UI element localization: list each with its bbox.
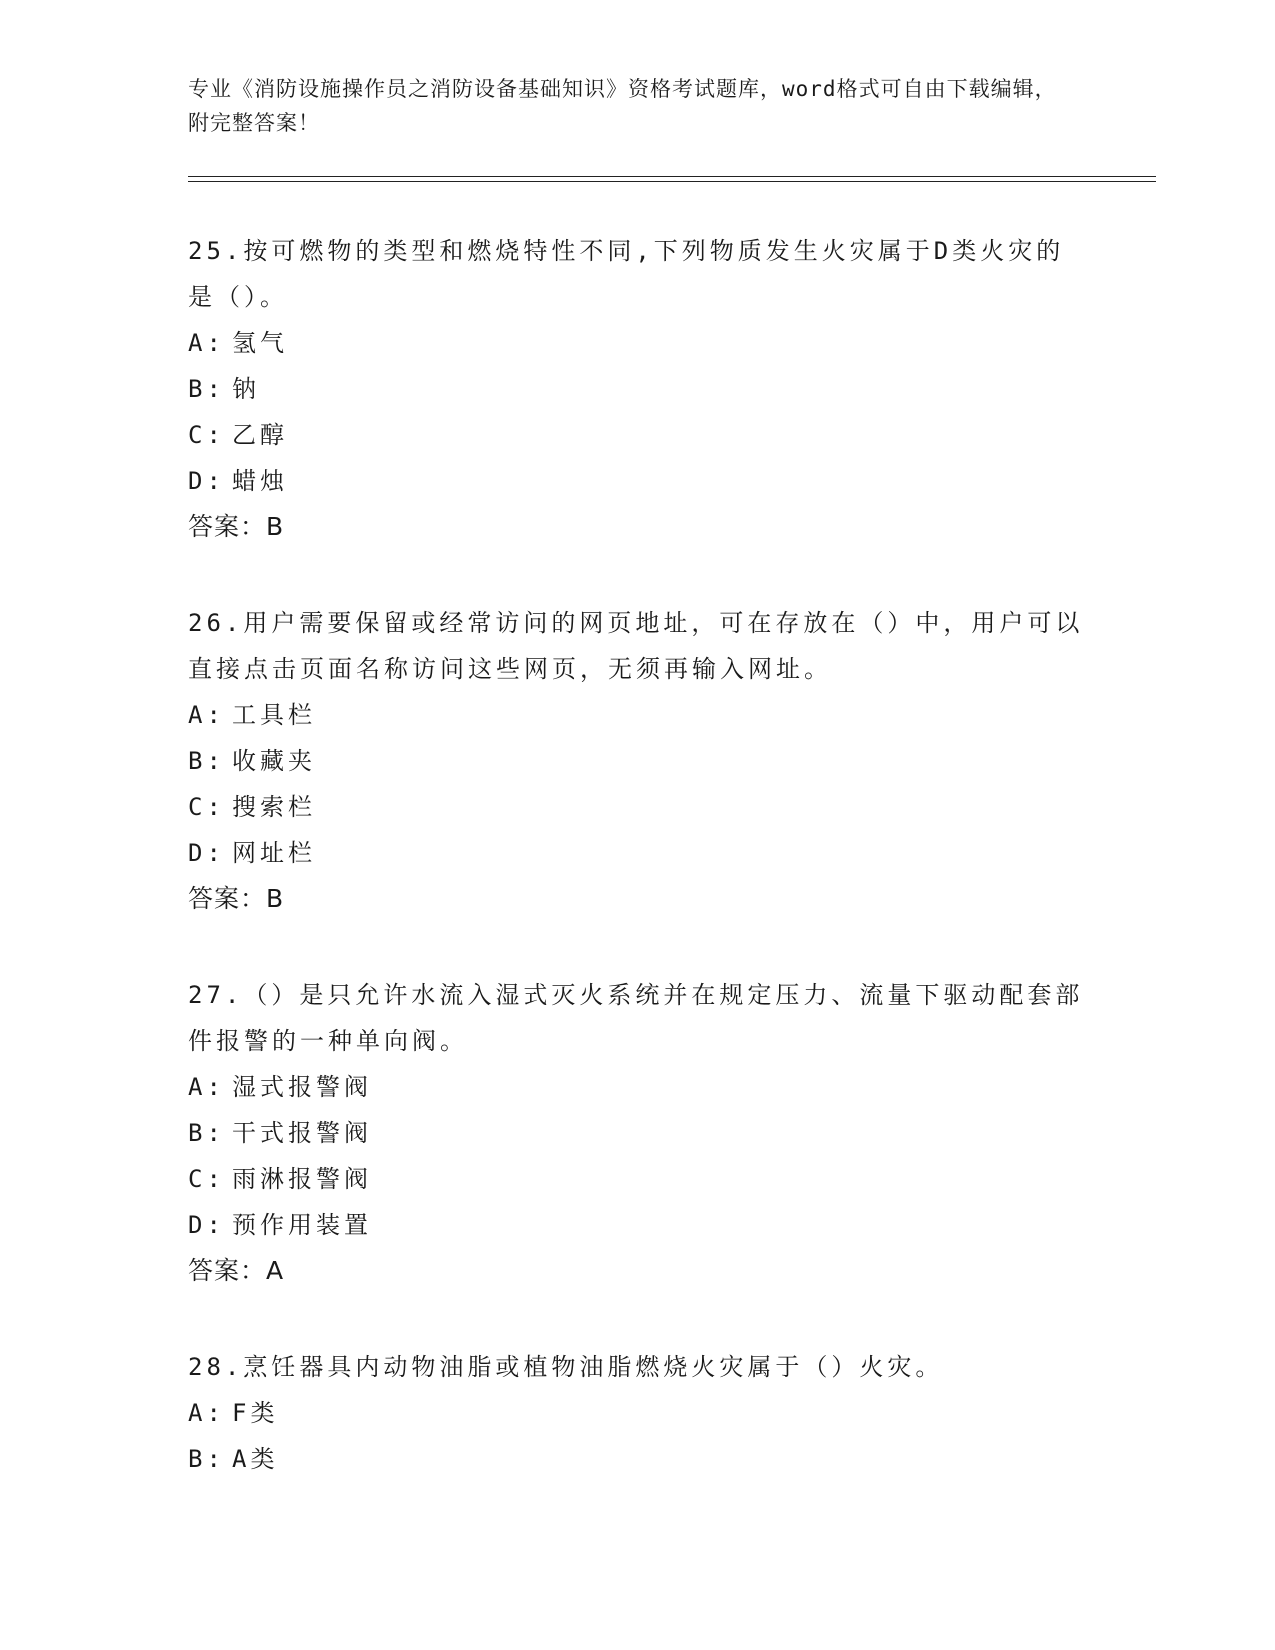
option-d [188,830,1088,876]
option-c [188,1156,1088,1202]
option-text: 乙醇 [232,421,288,449]
answer-line: 答案：B [188,884,285,913]
option-text: 网址栏 [232,839,316,867]
option-letter: D: [188,839,225,867]
option-b [188,1110,1088,1156]
option-text: F类 [232,1399,279,1427]
question-stem: 25.按可燃物的类型和燃烧特性不同,下列物质发生火灾属于D类火灾的是（）。 [188,237,1065,311]
option-d [188,1202,1088,1248]
question-28 [188,1344,1088,1482]
question-26 [188,600,1088,922]
option-text: 钠 [232,375,260,403]
option-letter: A: [188,1073,225,1101]
option-letter: D: [188,1211,225,1239]
option-letter: A: [188,329,225,357]
option-text: 收藏夹 [232,747,316,775]
option-letter: A: [188,1399,225,1427]
option-c [188,412,1088,458]
option-b [188,1436,1088,1482]
option-text: 干式报警阀 [232,1119,372,1147]
option-letter: C: [188,793,225,821]
option-text: 氢气 [232,329,288,357]
option-letter: B: [188,1445,225,1473]
option-text: 预作用装置 [232,1211,372,1239]
question-list [188,228,1088,1532]
question-stem: 26.用户需要保留或经常访问的网页地址，可在存放在（）中，用户可以直接点击页面名称访问这些网页，无须再输入网址。 [188,609,1084,683]
option-letter: A: [188,701,225,729]
option-text: 湿式报警阀 [232,1073,372,1101]
answer-line: 答案：B [188,512,285,541]
header-divider-bottom [188,181,1156,182]
option-letter: B: [188,747,225,775]
question-stem: 27.（）是只允许水流入湿式灭火系统并在规定压力、流量下驱动配套部件报警的一种单向阀。 [188,981,1084,1055]
option-a [188,692,1088,738]
option-letter: B: [188,375,225,403]
option-text: A类 [232,1445,279,1473]
option-c [188,784,1088,830]
question-27 [188,972,1088,1294]
question-25 [188,228,1088,550]
option-text: 工具栏 [232,701,316,729]
header-note: 专业《消防设施操作员之消防设备基础知识》资格考试题库，word格式可自由下载编辑，附完整答案！ [188,77,1057,135]
option-letter: C: [188,421,225,449]
option-a [188,320,1088,366]
option-b [188,366,1088,412]
option-letter: C: [188,1165,225,1193]
option-a [188,1390,1088,1436]
option-d [188,458,1088,504]
question-stem: 28.烹饪器具内动物油脂或植物油脂燃烧火灾属于（）火灾。 [188,1353,944,1381]
header-divider-top [188,176,1156,177]
option-text: 蜡烛 [232,467,288,495]
option-text: 搜索栏 [232,793,316,821]
answer-line: 答案：A [188,1256,285,1285]
option-text: 雨淋报警阀 [232,1165,372,1193]
option-b [188,738,1088,784]
option-a [188,1064,1088,1110]
option-letter: D: [188,467,225,495]
option-letter: B: [188,1119,225,1147]
